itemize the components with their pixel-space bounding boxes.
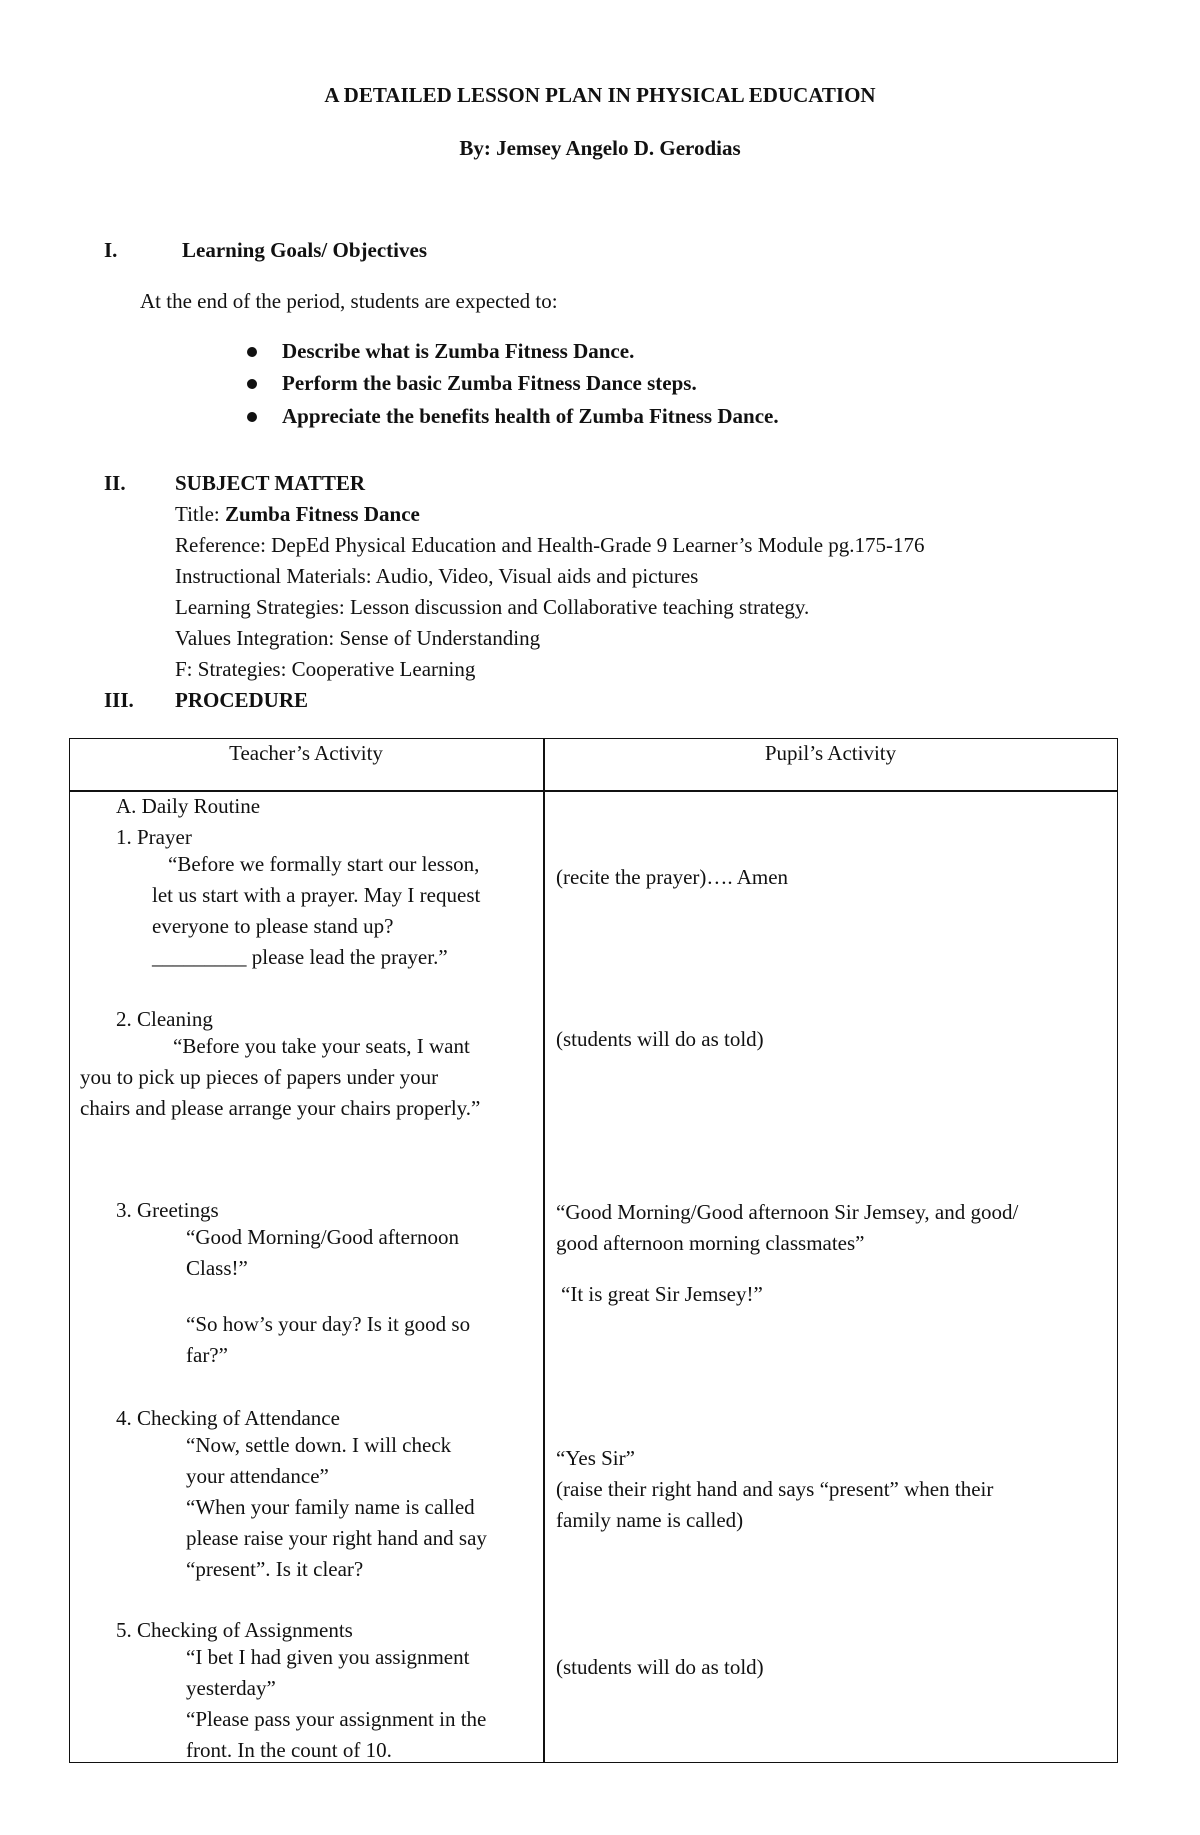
column-header-teacher: Teacher’s Activity bbox=[229, 741, 383, 765]
assignments-text: “I bet I had given you assignment bbox=[186, 1645, 470, 1669]
attendance-text: your attendance” bbox=[186, 1464, 329, 1488]
document-author: By: Jemsey Angelo D. Gerodias bbox=[459, 136, 741, 160]
objective-item: Appreciate the benefits health of Zumba Fitness Dance. bbox=[282, 404, 779, 428]
bullet-icon bbox=[247, 412, 257, 422]
attendance-response: family name is called) bbox=[556, 1508, 744, 1532]
daily-routine-label: A. Daily Routine bbox=[116, 794, 261, 818]
document-title: A DETAILED LESSON PLAN IN PHYSICAL EDUCATION bbox=[324, 83, 876, 107]
attendance-label: 4. Checking of Attendance bbox=[116, 1406, 340, 1430]
section-2-heading: SUBJECT MATTER bbox=[175, 471, 366, 495]
column-header-pupil: Pupil’s Activity bbox=[764, 741, 897, 765]
assignments-response: (students will do as told) bbox=[556, 1655, 764, 1679]
prayer-text: let us start with a prayer. May I request bbox=[152, 883, 481, 907]
assignments-label: 5. Checking of Assignments bbox=[116, 1618, 353, 1642]
bullet-icon bbox=[247, 347, 257, 357]
greetings-text: “So how’s your day? Is it good so bbox=[186, 1312, 471, 1336]
greetings-response: “It is great Sir Jemsey!” bbox=[561, 1282, 763, 1306]
attendance-text: “Now, settle down. I will check bbox=[186, 1433, 452, 1457]
section-3-heading: PROCEDURE bbox=[175, 688, 309, 712]
prayer-response: (recite the prayer)…. Amen bbox=[556, 865, 789, 889]
subject-values: Values Integration: Sense of Understanding bbox=[175, 626, 541, 650]
greetings-text: Class!” bbox=[186, 1256, 248, 1280]
table-column-divider bbox=[543, 738, 545, 1763]
cleaning-text: chairs and please arrange your chairs properly.” bbox=[80, 1096, 481, 1120]
prayer-label: 1. Prayer bbox=[116, 825, 192, 849]
assignments-text: yesterday” bbox=[186, 1676, 276, 1700]
greetings-response: good afternoon morning classmates” bbox=[556, 1231, 865, 1255]
cleaning-text: you to pick up pieces of papers under your bbox=[80, 1065, 439, 1089]
section-3-numeral: III. bbox=[104, 688, 134, 712]
greetings-text: far?” bbox=[186, 1343, 228, 1367]
prayer-text: “Before we formally start our lesson, bbox=[168, 852, 480, 876]
greetings-response: “Good Morning/Good afternoon Sir Jemsey, and good/ bbox=[556, 1200, 1019, 1224]
cleaning-response: (students will do as told) bbox=[556, 1027, 764, 1051]
greetings-text: “Good Morning/Good afternoon bbox=[186, 1225, 459, 1249]
assignments-text: front. In the count of 10. bbox=[186, 1738, 392, 1762]
prayer-text: _________ please lead the prayer.” bbox=[152, 945, 448, 969]
attendance-text: please raise your right hand and say bbox=[186, 1526, 487, 1550]
objective-item: Describe what is Zumba Fitness Dance. bbox=[282, 339, 635, 363]
subject-title-value: Zumba Fitness Dance bbox=[225, 502, 420, 526]
greetings-label: 3. Greetings bbox=[116, 1198, 219, 1222]
section-2-numeral: II. bbox=[104, 471, 126, 495]
bullet-icon bbox=[247, 379, 257, 389]
section-1-heading: Learning Goals/ Objectives bbox=[182, 238, 427, 262]
subject-materials: Instructional Materials: Audio, Video, Visual aids and pictures bbox=[175, 564, 699, 588]
subject-f-strategies: F: Strategies: Cooperative Learning bbox=[175, 657, 476, 681]
cleaning-label: 2. Cleaning bbox=[116, 1007, 213, 1031]
section-1-numeral: I. bbox=[104, 238, 118, 262]
attendance-text: “present”. Is it clear? bbox=[186, 1557, 364, 1581]
attendance-text: “When your family name is called bbox=[186, 1495, 475, 1519]
assignments-text: “Please pass your assignment in the bbox=[186, 1707, 487, 1731]
subject-title: Title: Zumba Fitness Dance bbox=[175, 502, 420, 526]
prayer-text: everyone to please stand up? bbox=[152, 914, 394, 938]
subject-strategies: Learning Strategies: Lesson discussion and Collaborative teaching strategy. bbox=[175, 595, 810, 619]
cleaning-text: “Before you take your seats, I want bbox=[173, 1034, 470, 1058]
attendance-response: “Yes Sir” bbox=[556, 1446, 635, 1470]
objective-item: Perform the basic Zumba Fitness Dance steps. bbox=[282, 371, 697, 395]
subject-reference: Reference: DepEd Physical Education and Health-Grade 9 Learner’s Module pg.175-176 bbox=[175, 533, 925, 557]
objectives-intro: At the end of the period, students are expected to: bbox=[140, 289, 558, 313]
attendance-response: (raise their right hand and says “present” when their bbox=[556, 1477, 994, 1501]
